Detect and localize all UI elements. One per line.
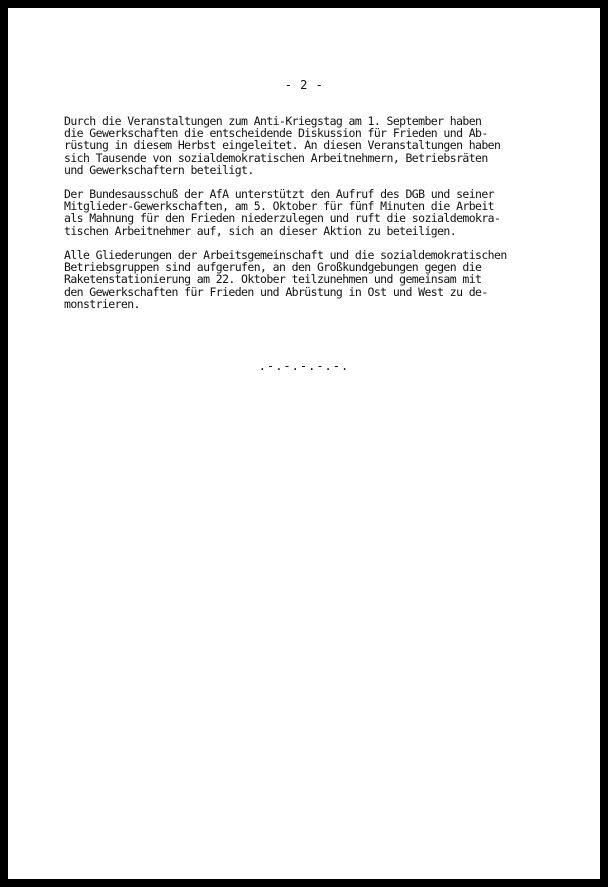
- scan-border-bottom: [0, 879, 608, 887]
- closing-mark: .-.-.-.-.-.: [258, 359, 350, 373]
- paragraph-2: Der Bundesausschuß der AfA unterstützt den Aufruf des DGB und seiner Mitglieder-Gewerkschaften, am 5. Oktober für fünf Minuten die Arbeit als Mahnung für den Frieden niederzulegen und ruft die sozialdemokra- tischen Arbeitnehmer auf, sich an dieser Aktion zu beteiligen.: [64, 187, 501, 238]
- scan-border-right: [600, 0, 608, 887]
- paragraph-1: Durch die Veranstaltungen zum Anti-Kriegstag am 1. September haben die Gewerkschaften die entscheidende Diskussion für Frieden und Ab- rüstung in diesem Herbst eingeleitet. An diesen Veranstaltungen haben sich Tausende von sozialdemokratischen Arbeitnehmern, Betriebsräten und Gewerkschaftern beteiligt.: [64, 114, 501, 177]
- document-page: [8, 8, 600, 879]
- paragraph-3: Alle Gliederungen der Arbeitsgemeinschaft und die sozialdemokratischen Betriebsgruppen sind aufgerufen, an den Großkundgebungen gegen die Raketenstationierung am 22. Oktober teilzunehmen und gemeinsam mit den Gewerkschaften für Frieden und Abrüstung in Ost und West zu de- monstrieren.: [64, 248, 507, 311]
- page-number: - 2 -: [284, 78, 324, 92]
